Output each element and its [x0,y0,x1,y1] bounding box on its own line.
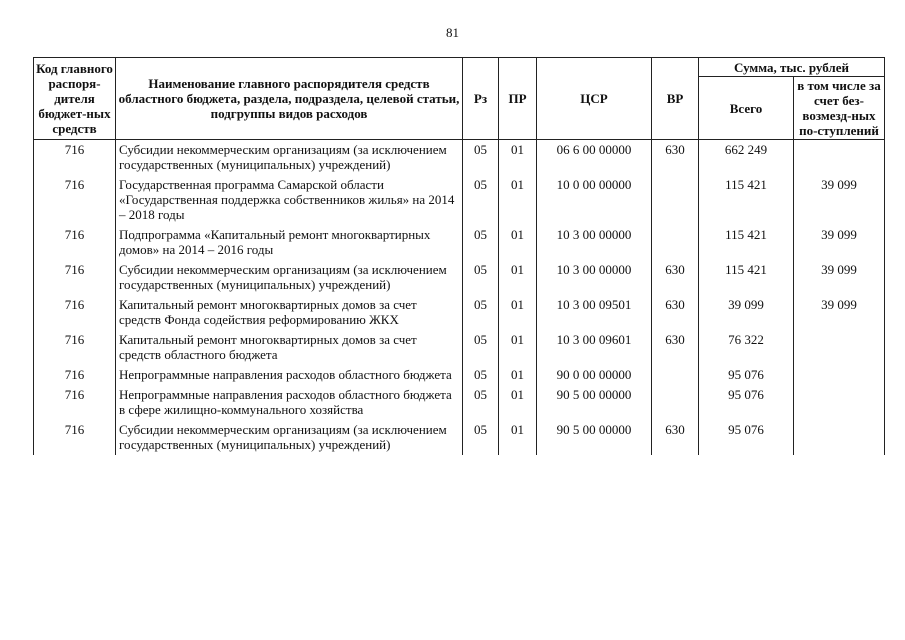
cell-name: Подпрограмма «Капитальный ремонт многоквартирных домов» на 2014 – 2016 годы [116,225,463,260]
cell-vr: 630 [652,330,699,365]
cell-pr: 01 [499,330,537,365]
cell-total: 95 076 [699,365,794,385]
cell-pr: 01 [499,175,537,225]
table-row [34,260,885,295]
cell-code: 716 [34,140,116,176]
cell-code: 716 [34,330,116,365]
cell-pr: 01 [499,140,537,176]
cell-code: 716 [34,365,116,385]
cell-total: 115 421 [699,225,794,260]
cell-vr [652,385,699,420]
cell-rz: 05 [463,295,499,330]
cell-gratis: 39 099 [794,295,885,330]
cell-gratis [794,330,885,365]
budget-table [33,57,885,455]
cell-pr: 01 [499,295,537,330]
table-row [34,140,885,176]
cell-csr: 06 6 00 00000 [537,140,652,176]
cell-name: Капитальный ремонт многоквартирных домов за счет средств Фонда содействия реформированию ЖКХ [116,295,463,330]
cell-vr [652,365,699,385]
cell-total: 95 076 [699,420,794,455]
cell-vr: 630 [652,295,699,330]
table-row [34,385,885,420]
cell-total: 95 076 [699,385,794,420]
cell-code: 716 [34,260,116,295]
cell-pr: 01 [499,365,537,385]
header-name: Наименование главного распорядителя средств областного бюджета, раздела, подраздела, целевой статьи, подгруппы видов расходов [116,58,463,140]
cell-code: 716 [34,225,116,260]
cell-rz: 05 [463,420,499,455]
cell-code: 716 [34,420,116,455]
table-body [34,140,885,456]
cell-gratis [794,420,885,455]
table-row [34,225,885,260]
cell-gratis: 39 099 [794,175,885,225]
cell-total: 76 322 [699,330,794,365]
table-row [34,420,885,455]
table-row [34,330,885,365]
page-number: 81 [446,25,459,40]
header-rz: Рз [463,58,499,140]
cell-code: 716 [34,175,116,225]
table-row [34,175,885,225]
cell-rz: 05 [463,175,499,225]
cell-csr: 10 3 00 00000 [537,225,652,260]
header-code: Код главного распоря-дителя бюджет-ных средств [34,58,116,140]
cell-rz: 05 [463,385,499,420]
cell-name: Непрограммные направления расходов областного бюджета в сфере жилищно-коммунального хозяйства [116,385,463,420]
cell-name: Субсидии некоммерческим организациям (за исключением государственных (муниципальных) учреждений) [116,420,463,455]
header-csr: ЦСР [537,58,652,140]
cell-pr: 01 [499,225,537,260]
cell-name: Непрограммные направления расходов областного бюджета [116,365,463,385]
cell-pr: 01 [499,385,537,420]
cell-pr: 01 [499,420,537,455]
cell-total: 115 421 [699,260,794,295]
cell-rz: 05 [463,260,499,295]
cell-csr: 90 0 00 00000 [537,365,652,385]
cell-vr [652,225,699,260]
cell-gratis [794,140,885,176]
header-pr: ПР [499,58,537,140]
header-vr: ВР [652,58,699,140]
cell-rz: 05 [463,330,499,365]
cell-vr [652,175,699,225]
header-sum: Сумма, тыс. рублей [699,58,885,77]
cell-total: 115 421 [699,175,794,225]
header-gratis: в том числе за счет без-возмезд-ных по-ступлений [794,77,885,140]
cell-pr: 01 [499,260,537,295]
cell-name: Государственная программа Самарской области «Государственная поддержка собственников жилья» на 2014 – 2018 годы [116,175,463,225]
cell-vr: 630 [652,140,699,176]
cell-csr: 10 3 00 09501 [537,295,652,330]
cell-name: Капитальный ремонт многоквартирных домов за счет средств областного бюджета [116,330,463,365]
header-total: Всего [699,77,794,140]
cell-csr: 10 0 00 00000 [537,175,652,225]
cell-csr: 10 3 00 09601 [537,330,652,365]
cell-vr: 630 [652,260,699,295]
cell-rz: 05 [463,225,499,260]
table-row [34,365,885,385]
cell-total: 662 249 [699,140,794,176]
cell-rz: 05 [463,365,499,385]
cell-csr: 10 3 00 00000 [537,260,652,295]
cell-gratis [794,385,885,420]
cell-code: 716 [34,295,116,330]
cell-gratis: 39 099 [794,225,885,260]
cell-name: Субсидии некоммерческим организациям (за исключением государственных (муниципальных) учреждений) [116,140,463,176]
cell-rz: 05 [463,140,499,176]
cell-code: 716 [34,385,116,420]
table-header [34,58,885,140]
table-row [34,295,885,330]
cell-csr: 90 5 00 00000 [537,385,652,420]
cell-gratis: 39 099 [794,260,885,295]
cell-gratis [794,365,885,385]
cell-name: Субсидии некоммерческим организациям (за исключением государственных (муниципальных) учреждений) [116,260,463,295]
cell-total: 39 099 [699,295,794,330]
cell-csr: 90 5 00 00000 [537,420,652,455]
cell-vr: 630 [652,420,699,455]
